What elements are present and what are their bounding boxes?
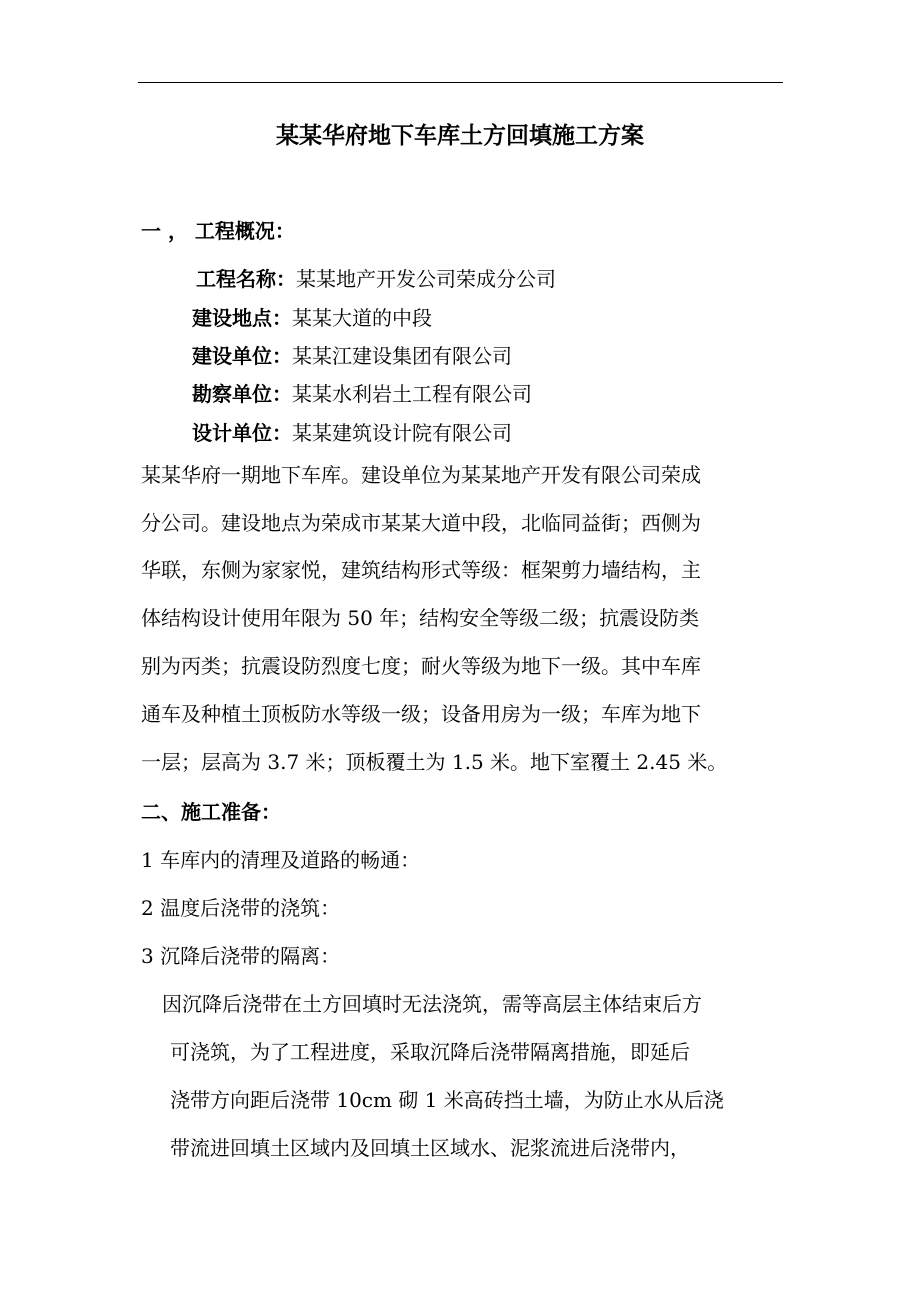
info-key: 建设地点： [192, 306, 292, 330]
overview-line: 别为丙类；抗震设防烈度七度；耐火等级为地下一级。其中车库 [141, 654, 701, 678]
info-key: 勘察单位： [192, 382, 292, 406]
info-key: 建设单位： [192, 344, 292, 368]
section2-heading: 二、施工准备： [141, 800, 281, 824]
info-row-project-name [196, 264, 556, 294]
section1-heading: 一 ， 工程概况： [141, 219, 295, 243]
info-row-builder [192, 341, 512, 371]
info-key: 工程名称： [196, 267, 296, 291]
info-value: 某某大道的中段 [292, 306, 432, 330]
prep-item: 1 车库内的清理及道路的畅通： [141, 848, 421, 872]
prep-paragraph-line: 因沉降后浇带在土方回填时无法浇筑，需等高层主体结束后方 [162, 992, 702, 1016]
header-rule [138, 82, 783, 83]
prep-paragraph-line: 浇带方向距后浇带 10cm 砌 1 米高砖挡土墙，为防止水从后浇 [170, 1088, 724, 1112]
info-row-survey [192, 379, 532, 409]
info-row-design [192, 418, 512, 448]
info-row-location [192, 303, 432, 333]
prep-item: 2 温度后浇带的浇筑： [141, 896, 341, 920]
overview-line: 一层；层高为 3.7 米；顶板覆土为 1.5 米。地下室覆土 2.45 米。 [141, 750, 728, 774]
overview-line: 华联，东侧为家家悦，建筑结构形式等级：框架剪力墙结构，主 [141, 558, 701, 582]
overview-line: 体结构设计使用年限为 50 年；结构安全等级二级；抗震设防类 [141, 606, 700, 630]
info-value: 某某建筑设计院有限公司 [292, 421, 512, 445]
document-title: 某某华府地下车库土方回填施工方案 [276, 122, 644, 149]
info-key: 设计单位： [192, 421, 292, 445]
overview-line: 某某华府一期地下车库。建设单位为某某地产开发有限公司荣成 [141, 463, 701, 487]
prep-paragraph-line: 可浇筑，为了工程进度，采取沉降后浇带隔离措施，即延后 [170, 1040, 690, 1064]
overview-line: 分公司。建设地点为荣成市某某大道中段，北临同益街；西侧为 [141, 511, 701, 535]
prep-item: 3 沉降后浇带的隔离： [141, 944, 341, 968]
overview-line: 通车及种植土顶板防水等级一级；设备用房为一级；车库为地下 [141, 702, 701, 726]
info-value: 某某江建设集团有限公司 [292, 344, 512, 368]
info-value: 某某水利岩土工程有限公司 [292, 382, 532, 406]
info-value: 某某地产开发公司荣成分公司 [296, 267, 556, 291]
prep-paragraph-line: 带流进回填土区域内及回填土区域水、泥浆流进后浇带内， [170, 1136, 690, 1160]
